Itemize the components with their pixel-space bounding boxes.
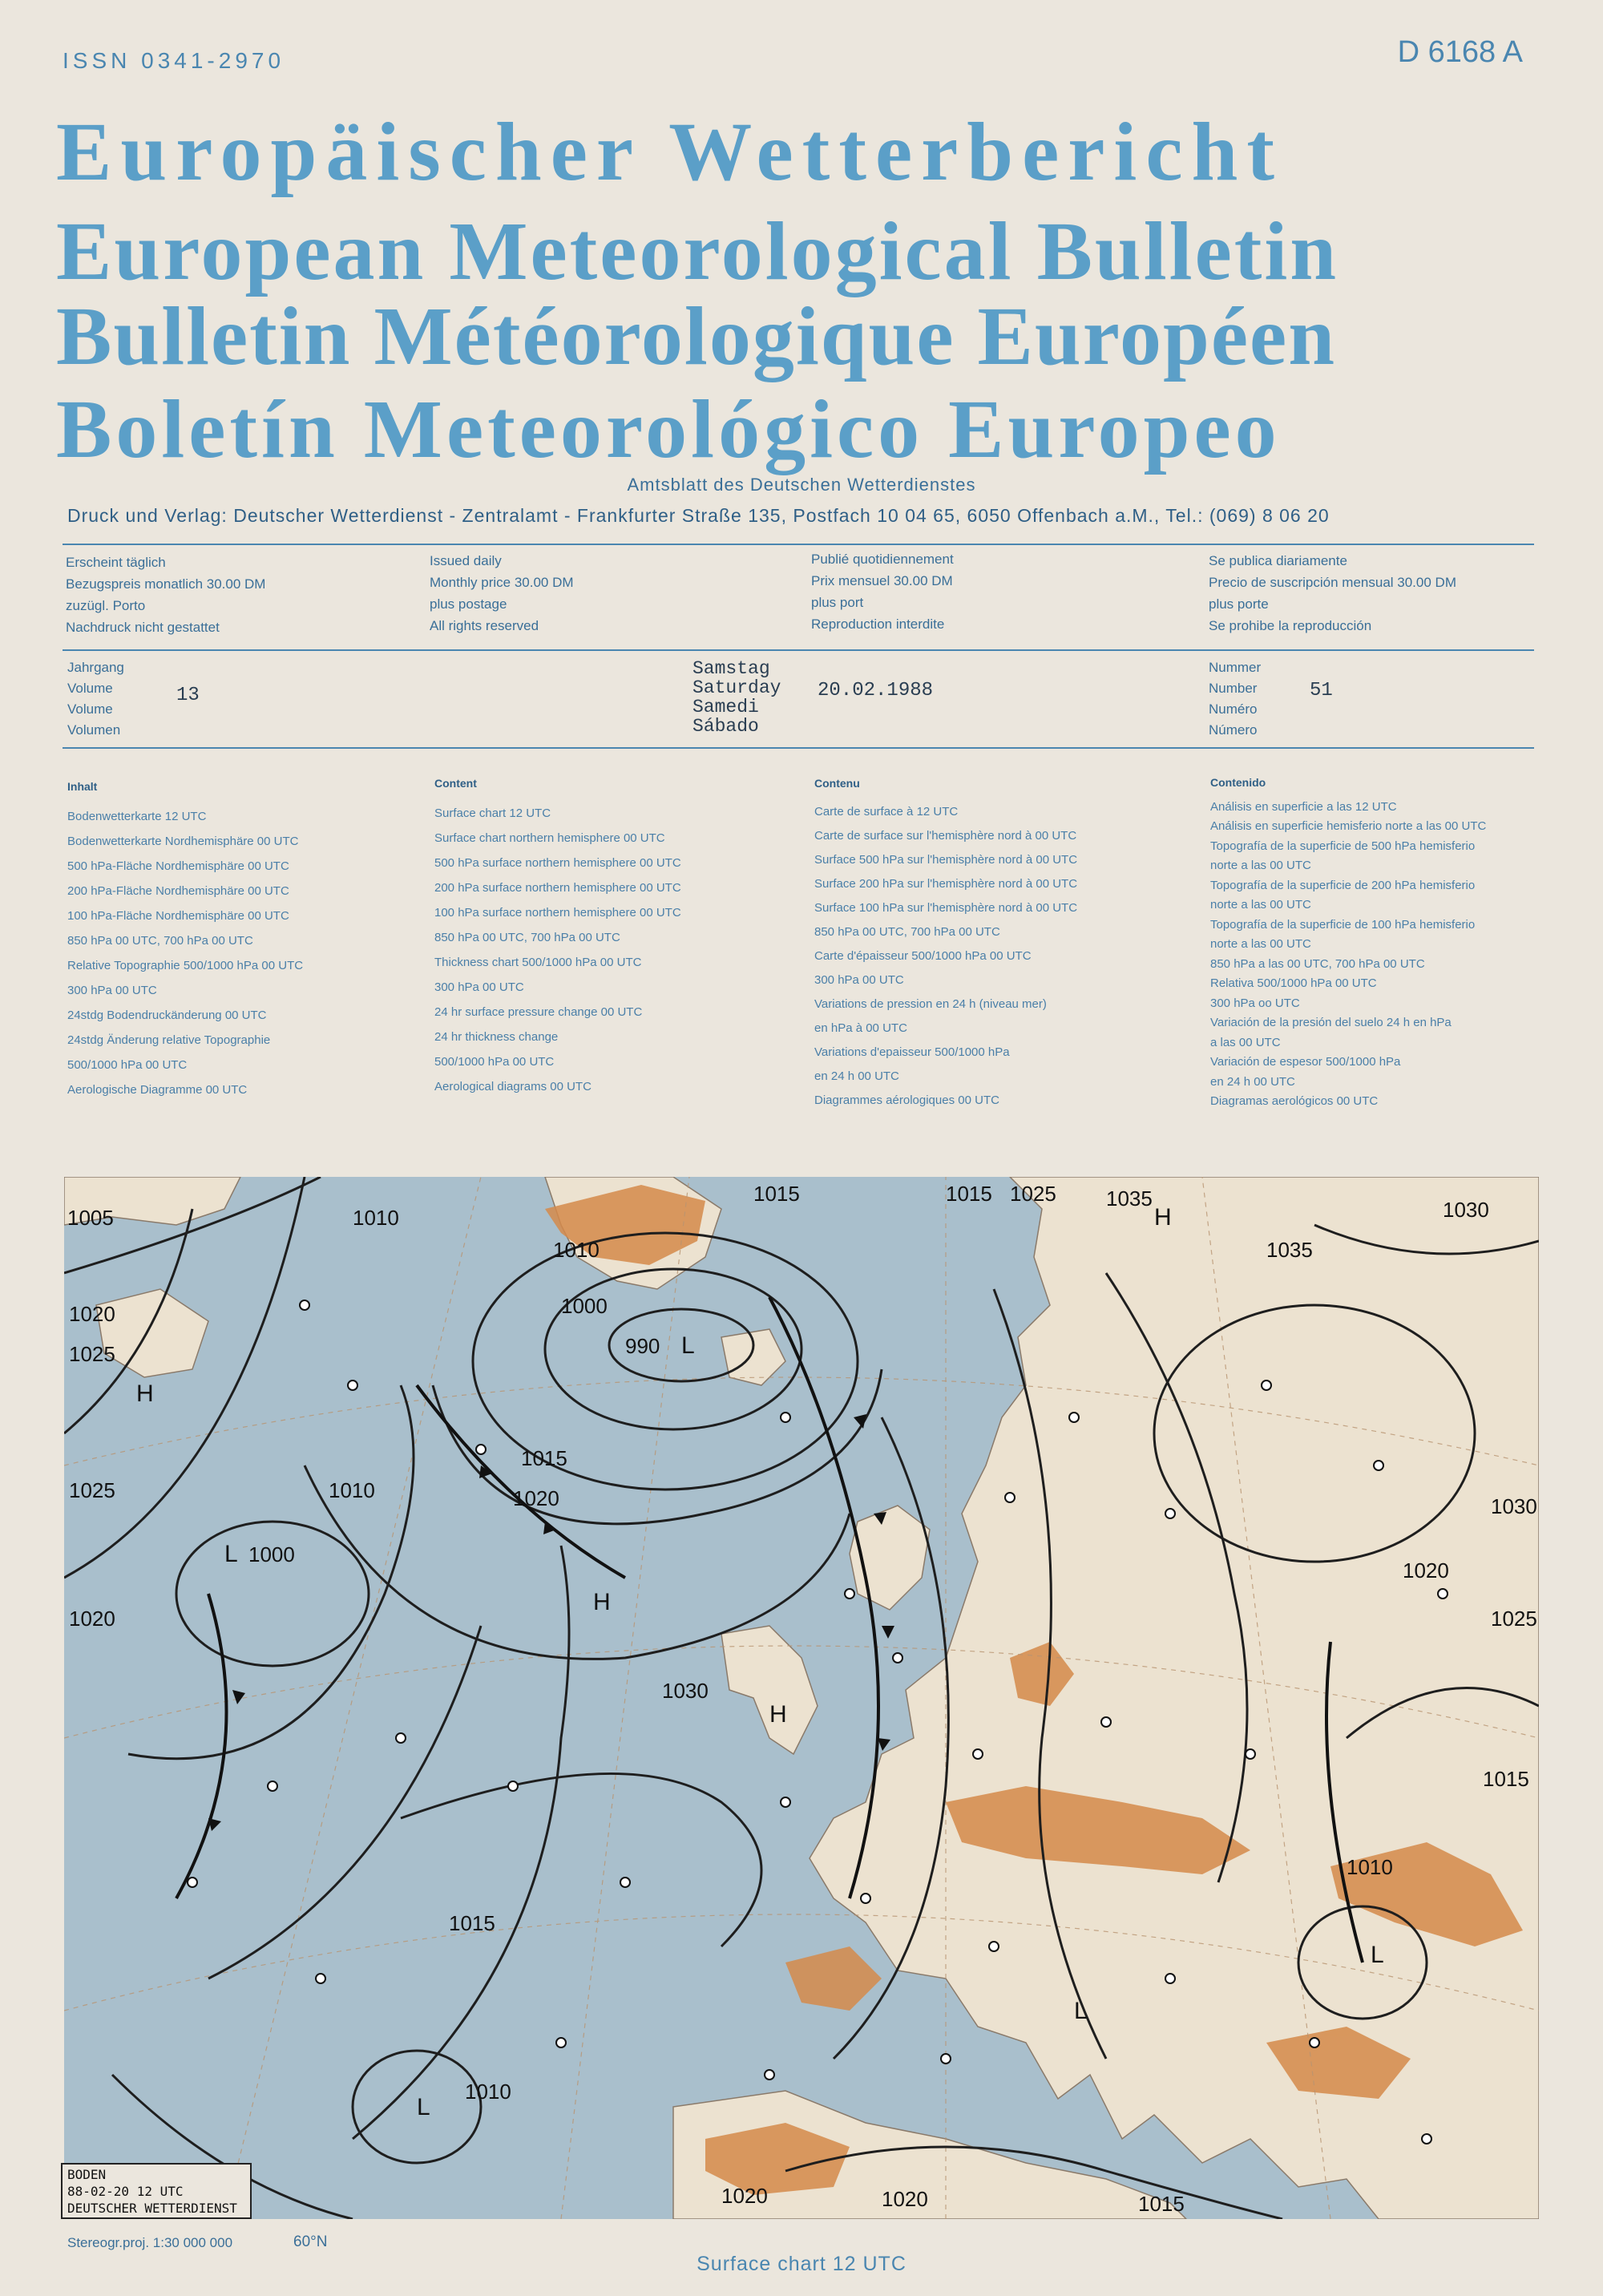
isobar-label: 1010	[329, 1478, 375, 1502]
isobar-label: 1015	[753, 1182, 800, 1206]
weekday-labels: Samstag Saturday Samedi Sábado	[692, 658, 781, 737]
isobar-label: 1035	[1266, 1238, 1313, 1262]
title-english: European Meteorological Bulletin	[56, 205, 1339, 297]
isobar-label: 1035	[1106, 1186, 1153, 1211]
map-caption: Surface chart 12 UTC	[697, 2253, 906, 2275]
pressure-center-label: L	[224, 1541, 238, 1567]
issue-date: 20.02.1988	[818, 680, 934, 701]
subscription-spanish: Se publica diariamente Precio de suscripción mensual 30.00 DM plus porte Se prohibe la reproducción	[1209, 553, 1456, 633]
subscription-french: Publié quotidiennement Prix mensuel 30.00 DM plus port Reproduction interdite	[811, 552, 954, 632]
publisher-line: Druck und Verlag: Deutscher Wetterdienst - Zentralamt - Frankfurter Straße 135, Postfach 10 04 65, 6050 Offenbach a.M., Tel.: (069) 8 06 20	[67, 505, 1330, 526]
map-stamp: BODEN 88-02-20 12 UTC DEUTSCHER WETTERDIENST	[61, 2163, 252, 2219]
isobar-label: 1020	[882, 2187, 928, 2211]
divider	[63, 747, 1534, 749]
document-number: D 6168 A	[1397, 35, 1523, 69]
pressure-center-label: H	[1154, 1204, 1172, 1231]
pressure-center-label: H	[136, 1380, 154, 1407]
title-spanish: Boletín Meteorológico Europeo	[56, 383, 1281, 475]
isobar-label: 1010	[465, 2080, 511, 2104]
isobar-label: 1015	[946, 1182, 992, 1206]
isobar-label: 1030	[662, 1679, 709, 1703]
contents-english: Content Surface chart 12 UTC Surface chart northern hemisphere 00 UTC 500 hPa surface northern hemisphere 00 UTC 200 hPa surface northern hemisphere 00 UTC 100 hPa surface northern hemisphere 00 UTC 850 hPa 00 UTC, 700 hPa 00 UTC Thickness chart 500/1000 hPa 00 UTC 300 hPa 00 UTC 24 hr surface pressure change 00 UTC 24 hr thickness change 500/1000 hPa 00 UTC Aerological diagrams 00 UTC	[434, 777, 681, 1093]
subscription-german: Erscheint täglich Bezugspreis monatlich 30.00 DM zuzügl. Porto Nachdruck nicht gestattet	[66, 555, 266, 635]
pressure-center-label: H	[593, 1589, 611, 1615]
isobar-label: 1030	[1443, 1198, 1489, 1222]
isobar-label: 1000	[248, 1542, 295, 1566]
issue-number: 51	[1310, 680, 1333, 701]
pressure-center-label: H	[769, 1701, 787, 1728]
isobar-label: 1030	[1491, 1494, 1537, 1518]
isobar-label: 1020	[721, 2184, 768, 2208]
contents-german: Inhalt Bodenwetterkarte 12 UTC Bodenwetterkarte Nordhemisphäre 00 UTC 500 hPa-Fläche Nordhemisphäre 00 UTC 200 hPa-Fläche Nordhemisphäre 00 UTC 100 hPa-Fläche Nordhemisphäre 00 UTC 850 hPa 00 UTC, 700 hPa 00 UTC Relative Topographie 500/1000 hPa 00 UTC 300 hPa 00 UTC 24stdg Bodendruckänderung 00 UTC 24stdg Änderung relative Topographie 500/1000 hPa 00 UTC Aerologische Diagramme 00 UTC	[67, 780, 304, 1097]
divider	[63, 544, 1534, 545]
isobar-label: 1025	[1010, 1182, 1056, 1206]
issn-number: ISSN 0341-2970	[63, 48, 285, 73]
pressure-center-label: L	[417, 2094, 430, 2120]
number-labels: Nummer Number Numéro Número	[1209, 660, 1262, 738]
contents-french: Contenu Carte de surface à 12 UTC Carte de surface sur l'hemisphère nord à 00 UTC Surface 500 hPa sur l'hemisphère nord à 00 UTC Surface 200 hPa sur l'hemisphère nord à 00 UTC Surface 100 hPa sur l'hemisphère nord à 00 UTC 850 hPa 00 UTC, 700 hPa 00 UTC Carte d'épaisseur 500/1000 hPa 00 UTC 300 hPa 00 UTC Variations de pression en 24 h (niveau mer) en hPa à 00 UTC Variations d'epaisseur 500/1000 hPa en 24 h 00 UTC Diagrammes aérologiques 00 UTC	[814, 777, 1078, 1107]
contents-spanish: Contenido Análisis en superficie a las 12 UTC Análisis en superficie hemisferio norte a las 00 UTC Topografía de la superficie de 500 hPa hemisferio norte a las 00 UTC Topografía de la superficie de 200 hPa hemisferio norte a las 00 UTC Topografía de la superficie de 100 hPa hemisferio norte a las 00 UTC 850 hPa a las 00 UTC, 700 hPa 00 UTC Relativa 500/1000 hPa 00 UTC 300 hPa oo UTC Variación de la presión del suelo 24 h en hPa a las 00 UTC Variación de espesor 500/1000 hPa en 24 h 00 UTC Diagramas aerológicos 00 UTC	[1210, 776, 1487, 1108]
isobar-label: 1015	[521, 1446, 567, 1470]
pressure-center-label: L	[681, 1332, 695, 1359]
title-french: Bulletin Météorologique Européen	[56, 290, 1337, 382]
isobar-label: 1010	[553, 1238, 600, 1262]
divider	[63, 649, 1534, 651]
subscription-english: Issued daily Monthly price 30.00 DM plus postage All rights reserved	[430, 553, 574, 633]
surface-weather-map	[64, 1177, 1539, 2219]
isobar-label: 1015	[1483, 1767, 1529, 1791]
pressure-center-label: L	[1371, 1942, 1384, 1968]
isobar-label: 1025	[69, 1342, 115, 1366]
isobar-label: 1020	[69, 1607, 115, 1631]
isobar-label: 990	[625, 1334, 660, 1358]
isobar-label: 1005	[67, 1206, 114, 1230]
pressure-center-label: L	[1074, 1998, 1088, 2024]
isobar-label: 1015	[449, 1911, 495, 1935]
volume-value: 13	[176, 685, 200, 706]
isobar-label: 1010	[353, 1206, 399, 1230]
isobar-label: 1025	[1491, 1607, 1537, 1631]
volume-labels: Jahrgang Volume Volume Volumen	[67, 660, 124, 738]
official-gazette-line: Amtsblatt des Deutschen Wetterdienstes	[627, 475, 976, 495]
isobar-label: 1020	[1403, 1558, 1449, 1583]
isobar-label: 1010	[1347, 1855, 1393, 1879]
map-latitude: 60°N	[293, 2233, 328, 2250]
isobar-label: 1020	[69, 1302, 115, 1326]
isobar-label: 1000	[561, 1294, 608, 1318]
isobar-label: 1025	[69, 1478, 115, 1502]
isobar-label: 1015	[1138, 2192, 1185, 2216]
isobar-label: 1020	[513, 1486, 559, 1510]
title-german: Europäischer Wetterbericht	[56, 106, 1283, 198]
map-projection: Stereogr.proj. 1:30 000 000	[67, 2235, 233, 2250]
